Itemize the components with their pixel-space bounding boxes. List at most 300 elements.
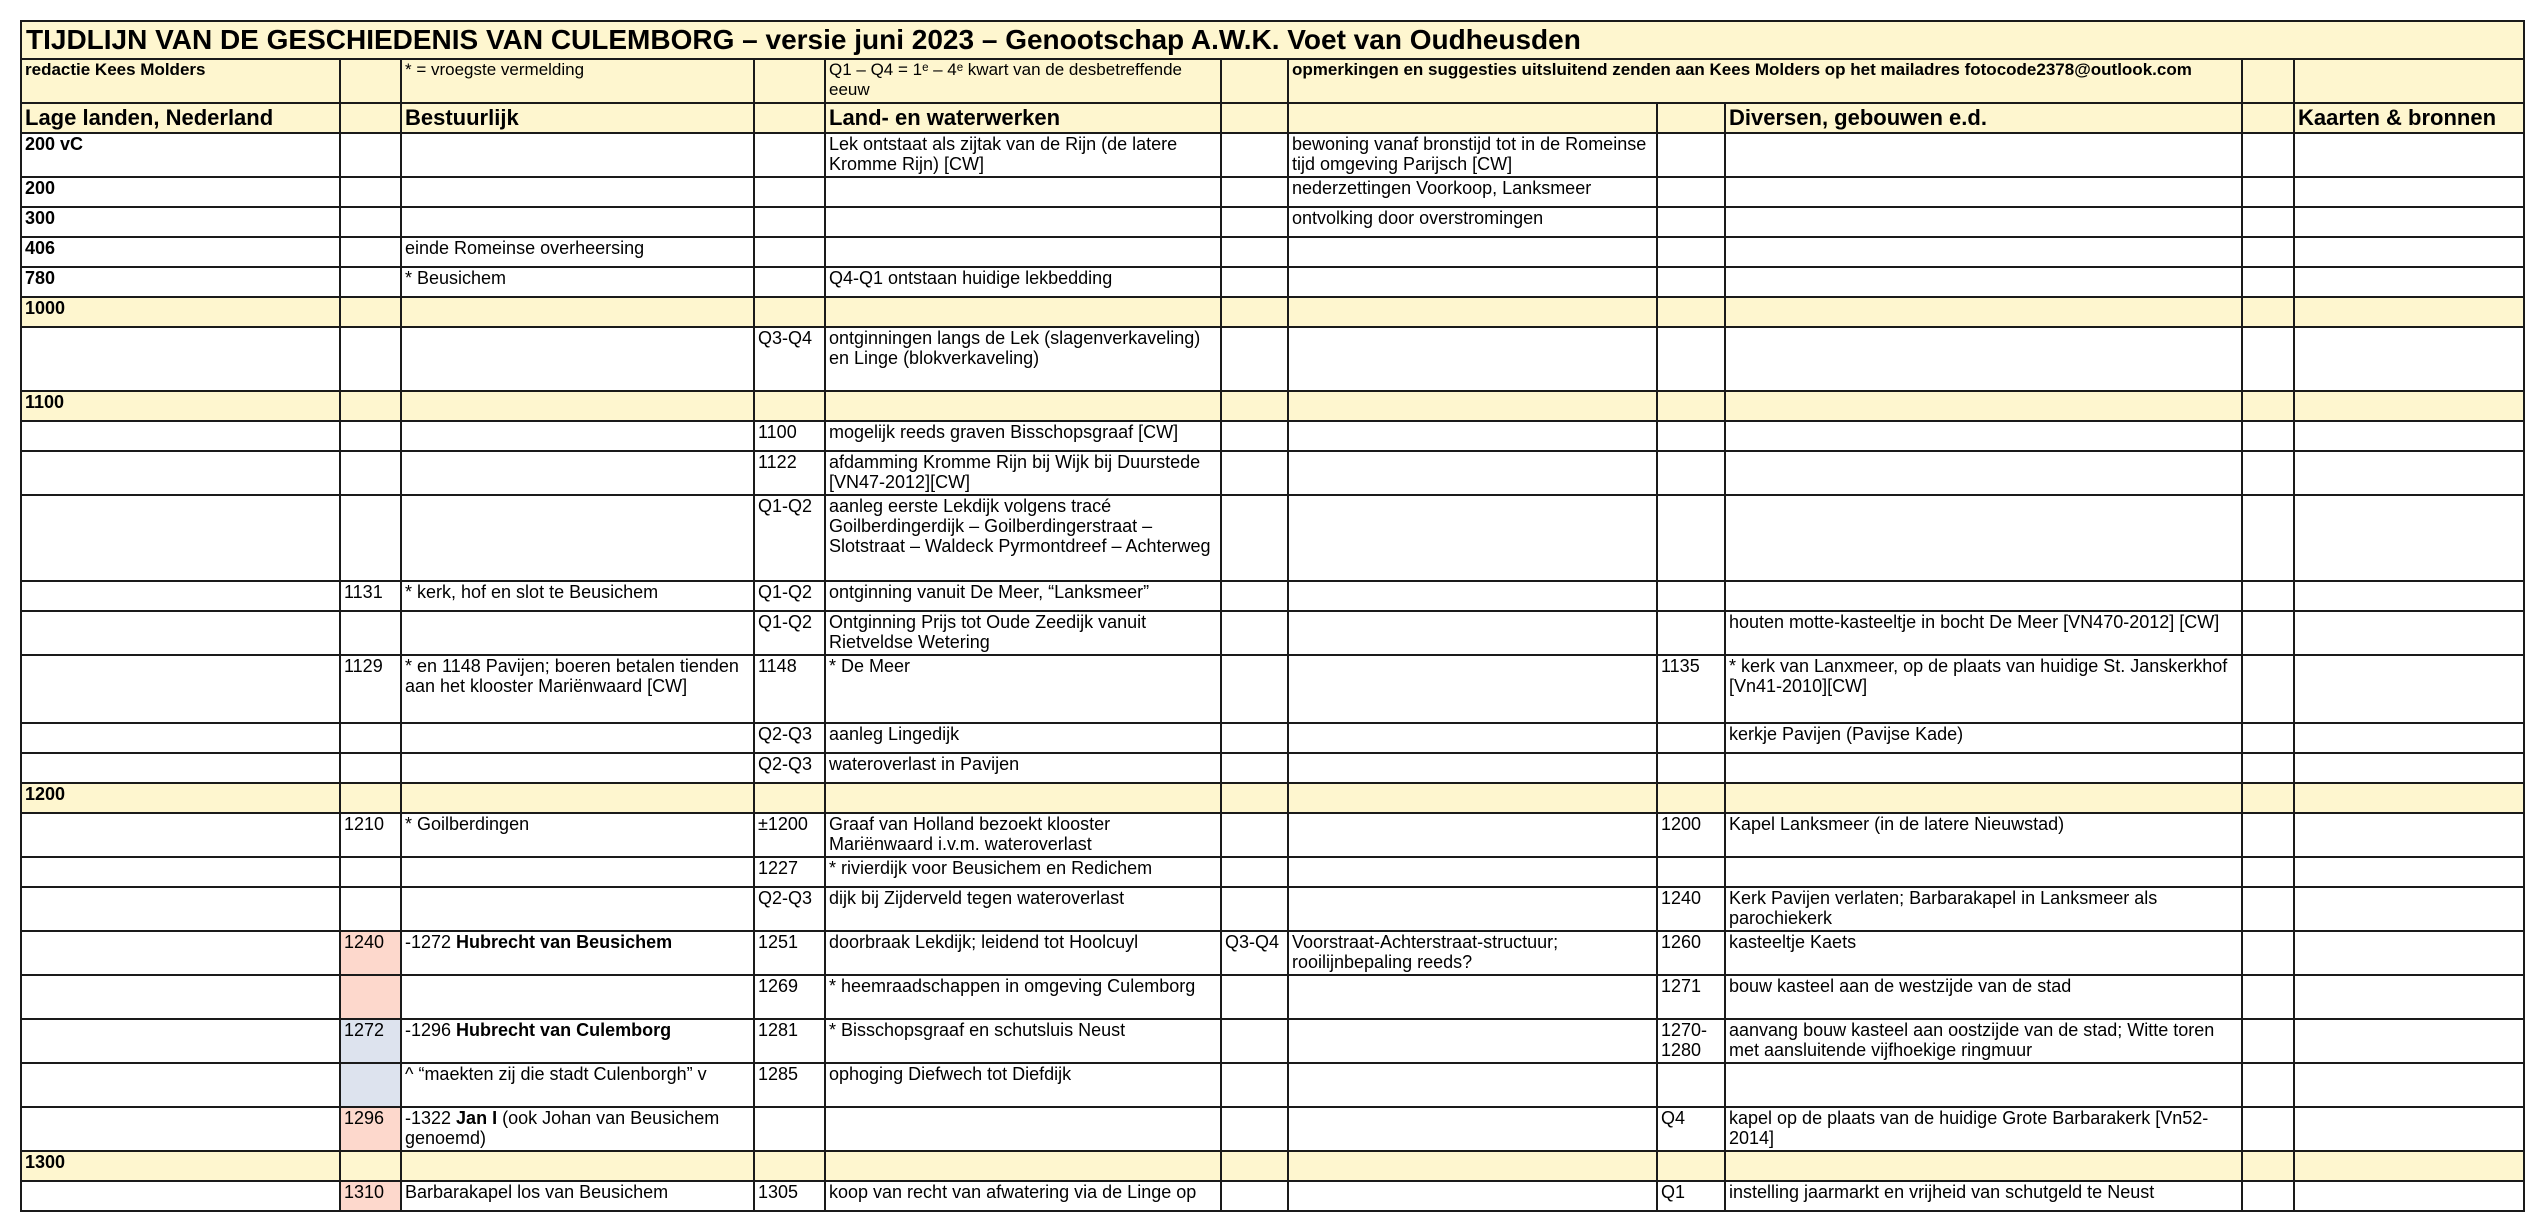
- misc-text-cell: [1725, 451, 2242, 495]
- extra-text-cell: [1288, 975, 1657, 1019]
- land-text-cell: Ontginning Prijs tot Oude Zeedijk vanuit Rietveldse Wetering: [825, 611, 1221, 655]
- misc-date-cell: 1200: [1657, 813, 1725, 857]
- admin-date-cell: 1210: [340, 813, 401, 857]
- year-cell: 300: [21, 207, 340, 237]
- land-date-cell: [754, 133, 825, 177]
- maps-text-cell: [2294, 495, 2524, 581]
- extra-date-cell: [1221, 1019, 1288, 1063]
- extra-date-cell: [1221, 813, 1288, 857]
- misc-date-cell: Q1: [1657, 1181, 1725, 1211]
- land-text-cell: [825, 1107, 1221, 1151]
- land-date-cell: 1305: [754, 1181, 825, 1211]
- admin-date-cell: [340, 421, 401, 451]
- extra-date-cell: [1221, 177, 1288, 207]
- admin-text-cell: [401, 297, 754, 327]
- document-title: TIJDLIJN VAN DE GESCHIEDENIS VAN CULEMBORG – versie juni 2023 – Genootschap A.W.K. Voet van Oudheusden: [21, 21, 2524, 59]
- extra-text-cell: [1288, 451, 1657, 495]
- land-date-cell: [754, 267, 825, 297]
- misc-text-cell: aanvang bouw kasteel aan oostzijde van de stad; Witte toren met aansluitende vijfhoekige ringmuur: [1725, 1019, 2242, 1063]
- misc-date-cell: [1657, 267, 1725, 297]
- admin-date-cell: [340, 887, 401, 931]
- misc-text-cell: [1725, 581, 2242, 611]
- year-cell: [21, 1181, 340, 1211]
- misc-text-cell: kapel op de plaats van de huidige Grote Barbarakerk [Vn52-2014]: [1725, 1107, 2242, 1151]
- misc-text-cell: bouw kasteel aan de westzijde van de stad: [1725, 975, 2242, 1019]
- year-cell: [21, 611, 340, 655]
- extra-date-cell: [1221, 207, 1288, 237]
- land-date-cell: [754, 1151, 825, 1181]
- header-lowlands: Lage landen, Nederland: [21, 103, 340, 133]
- misc-text-cell: [1725, 857, 2242, 887]
- admin-date-cell: [340, 611, 401, 655]
- extra-text-cell: [1288, 267, 1657, 297]
- extra-text-cell: [1288, 297, 1657, 327]
- misc-text-cell: [1725, 133, 2242, 177]
- extra-date-cell: [1221, 723, 1288, 753]
- timeline-row: [21, 267, 2524, 297]
- land-text-cell: [825, 391, 1221, 421]
- maps-text-cell: [2294, 391, 2524, 421]
- admin-date-cell: [340, 723, 401, 753]
- land-date-cell: [754, 297, 825, 327]
- admin-date-cell: [340, 753, 401, 783]
- admin-text-cell: * Goilberdingen: [401, 813, 754, 857]
- maps-date-cell: [2242, 495, 2294, 581]
- admin-text-cell: [401, 931, 754, 975]
- maps-text-cell: [2294, 327, 2524, 391]
- maps-text-cell: [2294, 133, 2524, 177]
- admin-date-cell: [340, 133, 401, 177]
- admin-date-cell: 1310: [340, 1181, 401, 1211]
- land-text-cell: [825, 297, 1221, 327]
- year-cell: 200: [21, 177, 340, 207]
- maps-date-cell: [2242, 327, 2294, 391]
- extra-text-cell: [1288, 237, 1657, 267]
- year-cell: [21, 421, 340, 451]
- extra-date-cell: [1221, 237, 1288, 267]
- misc-date-cell: [1657, 1151, 1725, 1181]
- year-cell: [21, 581, 340, 611]
- misc-date-cell: [1657, 723, 1725, 753]
- misc-date-cell: 1240: [1657, 887, 1725, 931]
- misc-text-cell: [1725, 495, 2242, 581]
- maps-date-cell: [2242, 1019, 2294, 1063]
- year-cell: 1200: [21, 783, 340, 813]
- timeline-row: [21, 1019, 2524, 1063]
- maps-date-cell: [2242, 207, 2294, 237]
- maps-date-cell: [2242, 753, 2294, 783]
- header-land-water: Land- en waterwerken: [825, 103, 1221, 133]
- extra-text-cell: [1288, 783, 1657, 813]
- maps-text-cell: [2294, 975, 2524, 1019]
- admin-date-cell: [340, 207, 401, 237]
- misc-date-cell: [1657, 177, 1725, 207]
- admin-text-cell: [401, 783, 754, 813]
- admin-text-cell: [401, 1151, 754, 1181]
- admin-text-cell: [401, 421, 754, 451]
- land-date-cell: [754, 177, 825, 207]
- maps-text-cell: [2294, 237, 2524, 267]
- extra-date-cell: [1221, 451, 1288, 495]
- maps-date-cell: [2242, 421, 2294, 451]
- maps-date-cell: [2242, 297, 2294, 327]
- misc-text-cell: [1725, 177, 2242, 207]
- land-date-cell: [754, 391, 825, 421]
- extra-date-cell: [1221, 391, 1288, 421]
- maps-date-cell: [2242, 887, 2294, 931]
- admin-text-cell: [401, 1107, 754, 1151]
- editor-note: redactie Kees Molders: [21, 59, 340, 103]
- admin-date-cell: [340, 1151, 401, 1181]
- land-text-cell: afdamming Kromme Rijn bij Wijk bij Duurstede [VN47-2012][CW]: [825, 451, 1221, 495]
- maps-date-cell: [2242, 655, 2294, 723]
- maps-date-cell: [2242, 391, 2294, 421]
- admin-date-cell: [340, 237, 401, 267]
- land-text-cell: Q4-Q1 ontstaan huidige lekbedding: [825, 267, 1221, 297]
- land-date-cell: 1100: [754, 421, 825, 451]
- year-cell: [21, 975, 340, 1019]
- extra-text-cell: ontvolking door overstromingen: [1288, 207, 1657, 237]
- maps-date-cell: [2242, 237, 2294, 267]
- maps-date-cell: [2242, 177, 2294, 207]
- year-cell: 406: [21, 237, 340, 267]
- maps-text-cell: [2294, 421, 2524, 451]
- contact-note: opmerkingen en suggesties uitsluitend zenden aan Kees Molders op het mailadres fotocode2378@outlook.com: [1288, 59, 2242, 103]
- admin-date-cell: [340, 783, 401, 813]
- maps-text-cell: [2294, 611, 2524, 655]
- misc-date-cell: [1657, 207, 1725, 237]
- extra-date-cell: [1221, 783, 1288, 813]
- land-date-cell: 1281: [754, 1019, 825, 1063]
- admin-text-cell: [401, 177, 754, 207]
- timeline-row: [21, 177, 2524, 207]
- misc-date-cell: [1657, 857, 1725, 887]
- extra-text-cell: nederzettingen Voorkoop, Lanksmeer: [1288, 177, 1657, 207]
- extra-text-cell: [1288, 581, 1657, 611]
- extra-date-cell: [1221, 975, 1288, 1019]
- title-row: [21, 21, 2524, 59]
- misc-date-cell: [1657, 495, 1725, 581]
- admin-text-cell: [401, 975, 754, 1019]
- year-cell: 780: [21, 267, 340, 297]
- admin-date-cell: [340, 267, 401, 297]
- extra-date-cell: [1221, 581, 1288, 611]
- year-cell: [21, 495, 340, 581]
- year-cell: [21, 1019, 340, 1063]
- admin-date-cell: [340, 1063, 401, 1107]
- century-row: [21, 297, 2524, 327]
- land-text-cell: * De Meer: [825, 655, 1221, 723]
- misc-date-cell: [1657, 327, 1725, 391]
- misc-date-cell: 1271: [1657, 975, 1725, 1019]
- land-text-cell: Lek ontstaat als zijtak van de Rijn (de latere Kromme Rijn) [CW]: [825, 133, 1221, 177]
- extra-text-cell: [1288, 611, 1657, 655]
- maps-text-cell: [2294, 723, 2524, 753]
- year-cell: 1000: [21, 297, 340, 327]
- maps-text-cell: [2294, 887, 2524, 931]
- year-cell: [21, 753, 340, 783]
- land-text-cell: [825, 207, 1221, 237]
- extra-text-cell: Voorstraat-Achterstraat-structuur; rooilijnbepaling reeds?: [1288, 931, 1657, 975]
- misc-text-cell: [1725, 391, 2242, 421]
- maps-date-cell: [2242, 267, 2294, 297]
- misc-date-cell: [1657, 783, 1725, 813]
- admin-date-cell: [340, 391, 401, 421]
- land-date-cell: [754, 237, 825, 267]
- land-text-cell: * rivierdijk voor Beusichem en Redichem: [825, 857, 1221, 887]
- extra-date-cell: [1221, 857, 1288, 887]
- admin-date-cell: 1272: [340, 1019, 401, 1063]
- misc-text-cell: [1725, 1151, 2242, 1181]
- year-cell: [21, 655, 340, 723]
- misc-text-cell: [1725, 783, 2242, 813]
- timeline-row: [21, 327, 2524, 391]
- extra-date-cell: Q3-Q4: [1221, 931, 1288, 975]
- misc-text-cell: Kerk Pavijen verlaten; Barbarakapel in Lanksmeer als parochiekerk: [1725, 887, 2242, 931]
- extra-date-cell: [1221, 1063, 1288, 1107]
- timeline-table: [20, 20, 2525, 1212]
- admin-date-cell: 1131: [340, 581, 401, 611]
- maps-date-cell: [2242, 1151, 2294, 1181]
- timeline-row: [21, 975, 2524, 1019]
- land-text-cell: ontginningen langs de Lek (slagenverkaveling) en Linge (blokverkaveling): [825, 327, 1221, 391]
- admin-text-cell: [401, 327, 754, 391]
- admin-date-cell: [340, 177, 401, 207]
- land-text-cell: ontginning vanuit De Meer, “Lanksmeer”: [825, 581, 1221, 611]
- admin-text-prefix: -1272: [405, 932, 457, 952]
- admin-text-cell: [401, 887, 754, 931]
- land-text-cell: [825, 783, 1221, 813]
- misc-date-cell: 1270-1280: [1657, 1019, 1725, 1063]
- misc-text-cell: [1725, 421, 2242, 451]
- extra-text-cell: [1288, 1181, 1657, 1211]
- timeline-row: [21, 611, 2524, 655]
- misc-text-cell: [1725, 753, 2242, 783]
- timeline-row: [21, 723, 2524, 753]
- admin-text-cell: [401, 495, 754, 581]
- admin-date-cell: [340, 327, 401, 391]
- maps-date-cell: [2242, 723, 2294, 753]
- maps-date-cell: [2242, 451, 2294, 495]
- land-text-cell: * Bisschopsgraaf en schutsluis Neust: [825, 1019, 1221, 1063]
- land-date-cell: Q2-Q3: [754, 753, 825, 783]
- extra-date-cell: [1221, 655, 1288, 723]
- admin-text-cell: [401, 133, 754, 177]
- misc-date-cell: [1657, 581, 1725, 611]
- year-cell: 1300: [21, 1151, 340, 1181]
- maps-date-cell: [2242, 931, 2294, 975]
- misc-text-cell: Kapel Lanksmeer (in de latere Nieuwstad): [1725, 813, 2242, 857]
- maps-date-cell: [2242, 1181, 2294, 1211]
- admin-text-prefix: -1322: [405, 1108, 457, 1128]
- timeline-row: [21, 655, 2524, 723]
- admin-date-cell: [340, 975, 401, 1019]
- year-cell: [21, 451, 340, 495]
- header-misc: Diversen, gebouwen e.d.: [1725, 103, 2242, 133]
- year-cell: 200 vC: [21, 133, 340, 177]
- land-text-cell: [825, 177, 1221, 207]
- timeline-row: [21, 857, 2524, 887]
- extra-date-cell: [1221, 495, 1288, 581]
- extra-text-cell: [1288, 421, 1657, 451]
- land-date-cell: [754, 207, 825, 237]
- extra-text-cell: [1288, 327, 1657, 391]
- land-text-cell: doorbraak Lekdijk; leidend tot Hoolcuyl: [825, 931, 1221, 975]
- extra-text-cell: bewoning vanaf bronstijd tot in de Romeinse tijd omgeving Parijsch [CW]: [1288, 133, 1657, 177]
- misc-date-cell: [1657, 611, 1725, 655]
- timeline-row: [21, 887, 2524, 931]
- timeline-row: [21, 813, 2524, 857]
- misc-date-cell: 1135: [1657, 655, 1725, 723]
- admin-text-cell: einde Romeinse overheersing: [401, 237, 754, 267]
- admin-date-cell: 1129: [340, 655, 401, 723]
- extra-date-cell: [1221, 327, 1288, 391]
- misc-date-cell: [1657, 1063, 1725, 1107]
- extra-date-cell: [1221, 133, 1288, 177]
- admin-text-cell: * kerk, hof en slot te Beusichem: [401, 581, 754, 611]
- maps-date-cell: [2242, 857, 2294, 887]
- timeline-row: [21, 495, 2524, 581]
- land-text-cell: [825, 1151, 1221, 1181]
- lord-name: Hubrecht van Beusichem: [456, 932, 673, 952]
- extra-date-cell: [1221, 267, 1288, 297]
- timeline-row: [21, 1063, 2524, 1107]
- misc-date-cell: [1657, 237, 1725, 267]
- misc-date-cell: [1657, 391, 1725, 421]
- extra-text-cell: [1288, 753, 1657, 783]
- misc-date-cell: [1657, 421, 1725, 451]
- maps-date-cell: [2242, 783, 2294, 813]
- admin-text-cell: [401, 723, 754, 753]
- land-date-cell: [754, 1107, 825, 1151]
- land-text-cell: aanleg eerste Lekdijk volgens tracé Goilberdingerdijk – Goilberdingerstraat – Slotstraat – Waldeck Pyrmontdreef – Achterweg: [825, 495, 1221, 581]
- land-date-cell: 1148: [754, 655, 825, 723]
- maps-text-cell: [2294, 451, 2524, 495]
- timeline-row: [21, 133, 2524, 177]
- maps-text-cell: [2294, 207, 2524, 237]
- maps-text-cell: [2294, 267, 2524, 297]
- timeline-row: [21, 421, 2524, 451]
- maps-text-cell: [2294, 655, 2524, 723]
- misc-text-cell: [1725, 1063, 2242, 1107]
- year-cell: 1100: [21, 391, 340, 421]
- extra-text-cell: [1288, 887, 1657, 931]
- admin-date-cell: 1240: [340, 931, 401, 975]
- extra-text-cell: [1288, 723, 1657, 753]
- timeline-row: [21, 237, 2524, 267]
- year-cell: [21, 857, 340, 887]
- maps-date-cell: [2242, 1107, 2294, 1151]
- misc-text-cell: kerkje Pavijen (Pavijse Kade): [1725, 723, 2242, 753]
- misc-text-cell: instelling jaarmarkt en vrijheid van schutgeld te Neust: [1725, 1181, 2242, 1211]
- admin-text-cell: [401, 753, 754, 783]
- maps-text-cell: [2294, 1107, 2524, 1151]
- extra-text-cell: [1288, 857, 1657, 887]
- land-text-cell: [825, 237, 1221, 267]
- extra-text-cell: [1288, 813, 1657, 857]
- extra-date-cell: [1221, 297, 1288, 327]
- misc-text-cell: houten motte-kasteeltje in bocht De Meer [VN470-2012] [CW]: [1725, 611, 2242, 655]
- land-date-cell: 1251: [754, 931, 825, 975]
- quarters-note: Q1 – Q4 = 1ᵉ – 4ᵉ kwart van de desbetreffende eeuw: [825, 59, 1221, 103]
- misc-text-cell: [1725, 237, 2242, 267]
- extra-date-cell: [1221, 421, 1288, 451]
- land-date-cell: Q2-Q3: [754, 723, 825, 753]
- admin-text-cell: [401, 391, 754, 421]
- land-date-cell: 1122: [754, 451, 825, 495]
- extra-date-cell: [1221, 1181, 1288, 1211]
- land-text-cell: aanleg Lingedijk: [825, 723, 1221, 753]
- misc-date-cell: [1657, 133, 1725, 177]
- year-cell: [21, 327, 340, 391]
- extra-date-cell: [1221, 1151, 1288, 1181]
- extra-date-cell: [1221, 1107, 1288, 1151]
- admin-text-cell: ^ “maekten zij die stadt Culenborgh” v: [401, 1063, 754, 1107]
- timeline-row: [21, 581, 2524, 611]
- timeline-row: [21, 753, 2524, 783]
- extra-text-cell: [1288, 1151, 1657, 1181]
- timeline-row: [21, 451, 2524, 495]
- misc-text-cell: [1725, 207, 2242, 237]
- header-admin: Bestuurlijk: [401, 103, 754, 133]
- misc-text-cell: * kerk van Lanxmeer, op de plaats van huidige St. Janskerkhof [Vn41-2010][CW]: [1725, 655, 2242, 723]
- extra-text-cell: [1288, 391, 1657, 421]
- land-text-cell: ophoging Diefwech tot Diefdijk: [825, 1063, 1221, 1107]
- admin-date-cell: [340, 451, 401, 495]
- century-row: [21, 391, 2524, 421]
- misc-date-cell: 1260: [1657, 931, 1725, 975]
- century-row: [21, 783, 2524, 813]
- land-text-cell: dijk bij Zijderveld tegen wateroverlast: [825, 887, 1221, 931]
- year-cell: [21, 887, 340, 931]
- admin-text-cell: [401, 207, 754, 237]
- maps-text-cell: [2294, 783, 2524, 813]
- land-date-cell: Q1-Q2: [754, 611, 825, 655]
- extra-text-cell: [1288, 1063, 1657, 1107]
- misc-text-cell: kasteeltje Kaets: [1725, 931, 2242, 975]
- column-header-row: [21, 103, 2524, 133]
- meta-row: [21, 59, 2524, 103]
- maps-date-cell: [2242, 611, 2294, 655]
- admin-date-cell: [340, 495, 401, 581]
- admin-text-cell: [401, 451, 754, 495]
- maps-date-cell: [2242, 975, 2294, 1019]
- maps-text-cell: [2294, 581, 2524, 611]
- year-cell: [21, 1063, 340, 1107]
- maps-text-cell: [2294, 931, 2524, 975]
- maps-text-cell: [2294, 813, 2524, 857]
- maps-text-cell: [2294, 177, 2524, 207]
- timeline-row: [21, 1181, 2524, 1211]
- admin-text-cell: [401, 857, 754, 887]
- misc-date-cell: [1657, 297, 1725, 327]
- land-text-cell: mogelijk reeds graven Bisschopsgraaf [CW]: [825, 421, 1221, 451]
- misc-text-cell: [1725, 267, 2242, 297]
- admin-text-cell: * Beusichem: [401, 267, 754, 297]
- misc-date-cell: [1657, 451, 1725, 495]
- timeline-row: [21, 207, 2524, 237]
- extra-text-cell: [1288, 1107, 1657, 1151]
- maps-text-cell: [2294, 1151, 2524, 1181]
- century-row: [21, 1151, 2524, 1181]
- header-maps: Kaarten & bronnen: [2294, 103, 2524, 133]
- maps-date-cell: [2242, 1063, 2294, 1107]
- land-date-cell: Q3-Q4: [754, 327, 825, 391]
- land-date-cell: ±1200: [754, 813, 825, 857]
- land-date-cell: 1269: [754, 975, 825, 1019]
- misc-text-cell: [1725, 297, 2242, 327]
- extra-text-cell: [1288, 495, 1657, 581]
